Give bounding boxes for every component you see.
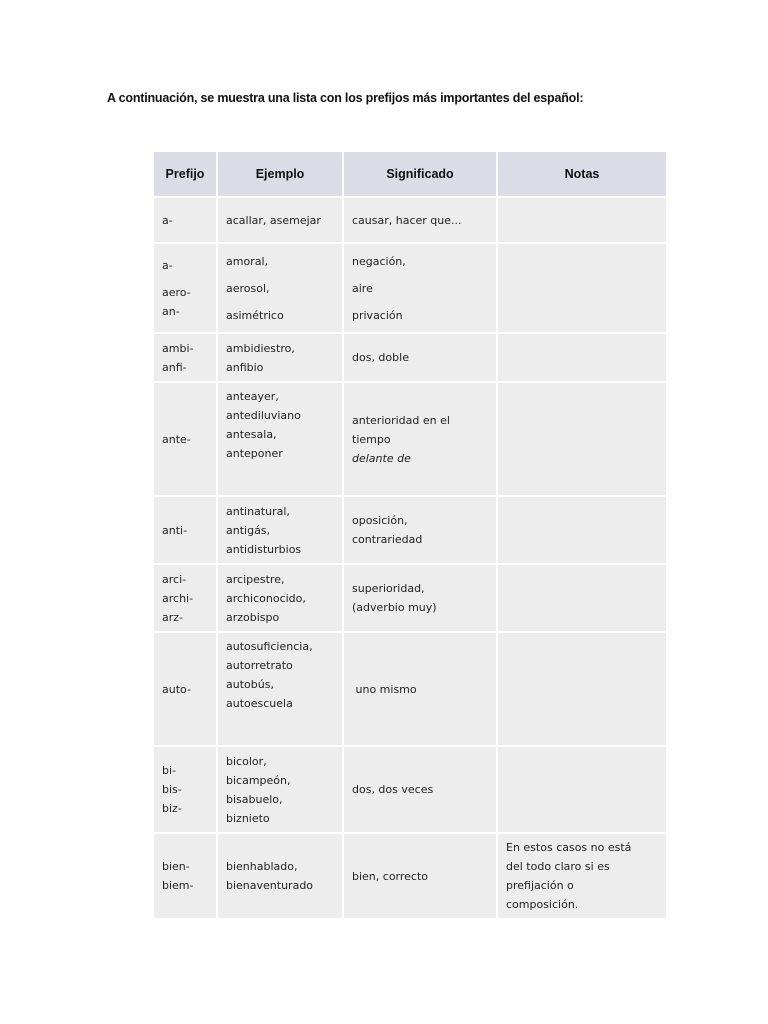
- cell-line: antigás,: [226, 523, 271, 537]
- cell-line: antidisturbios: [226, 542, 302, 556]
- cell-line: ambi-: [162, 341, 194, 355]
- cell-notas: [498, 198, 666, 242]
- cell-line: antesala,: [226, 428, 277, 441]
- cell-line: privación: [352, 308, 403, 322]
- cell-ejemplo: [218, 497, 342, 563]
- prefix-table: [152, 150, 668, 920]
- cell-prefijo: [154, 244, 216, 332]
- cell-line-italic: delante de: [352, 451, 411, 465]
- cell-line: ambidiestro,: [226, 341, 295, 355]
- cell-line: bien-: [162, 860, 190, 873]
- cell-line: arcipestre,: [226, 572, 285, 586]
- cell-ejemplo: [218, 565, 342, 631]
- header-notas: Notas: [498, 152, 666, 196]
- cell-line: acallar, asemejar: [226, 213, 321, 227]
- cell-notas: [498, 565, 666, 631]
- cell-line: antinatural,: [226, 504, 290, 518]
- cell-ejemplo: [218, 198, 342, 242]
- cell-line: autobús,: [226, 678, 274, 691]
- cell-line: biznieto: [226, 811, 270, 825]
- cell-line: En estos casos no está: [506, 841, 632, 854]
- cell-line: prefijación o: [506, 879, 574, 892]
- cell-line: a-: [162, 258, 173, 272]
- cell-line: asimétrico: [226, 308, 284, 322]
- cell-significado: [344, 383, 496, 495]
- cell-prefijo: [154, 834, 216, 918]
- cell-significado: [344, 334, 496, 381]
- cell-line: arz-: [162, 610, 184, 624]
- cell-line: a-: [162, 213, 173, 227]
- cell-ejemplo: [218, 334, 342, 381]
- cell-line: archi-: [162, 591, 194, 605]
- cell-ejemplo: [218, 383, 342, 495]
- cell-line: contrariedad: [352, 533, 423, 546]
- cell-line: aero-: [162, 285, 191, 299]
- cell-line: oposición,: [352, 514, 408, 527]
- table-row: [154, 198, 666, 242]
- cell-line: bicampeón,: [226, 773, 291, 787]
- cell-line: archiconocido,: [226, 591, 306, 605]
- cell-line: dos, doble: [352, 351, 409, 364]
- cell-prefijo: [154, 383, 216, 495]
- cell-line: ante-: [162, 432, 191, 446]
- cell-line: autoescuela: [226, 697, 293, 710]
- cell-significado: [344, 244, 496, 332]
- cell-significado: [344, 834, 496, 918]
- cell-prefijo: [154, 565, 216, 631]
- table-row: [154, 334, 666, 381]
- cell-line: aire: [352, 281, 373, 295]
- cell-line: uno mismo: [352, 682, 417, 696]
- cell-line: antediluviano: [226, 409, 301, 422]
- cell-line: arzobispo: [226, 610, 280, 624]
- cell-notas: [498, 633, 666, 745]
- cell-line: autosuficiencia,: [226, 640, 313, 653]
- cell-line: dos, dos veces: [352, 783, 434, 796]
- cell-line: anteayer,: [226, 390, 279, 403]
- table-row: [154, 383, 666, 495]
- cell-notas: [498, 497, 666, 563]
- cell-ejemplo: [218, 244, 342, 332]
- cell-line: superioridad,: [352, 582, 425, 595]
- cell-line: bienaventurado: [226, 879, 314, 892]
- cell-prefijo: [154, 198, 216, 242]
- cell-line: aerosol,: [226, 281, 270, 295]
- cell-notas: [498, 747, 666, 832]
- cell-line: bicolor,: [226, 754, 267, 768]
- table-row: [154, 834, 666, 918]
- cell-significado: [344, 497, 496, 563]
- cell-line: negación,: [352, 254, 406, 268]
- header-ejemplo: Ejemplo: [218, 152, 342, 196]
- cell-line: an-: [162, 304, 180, 318]
- cell-line: composición.: [506, 898, 579, 911]
- cell-notas: [498, 834, 666, 918]
- header-row: [154, 152, 666, 196]
- cell-prefijo: [154, 497, 216, 563]
- cell-ejemplo: [218, 747, 342, 832]
- cell-line: bisabuelo,: [226, 792, 283, 806]
- cell-significado: [344, 565, 496, 631]
- table-row: [154, 747, 666, 832]
- cell-line: bi-: [162, 764, 177, 777]
- cell-notas: [498, 334, 666, 381]
- cell-significado: [344, 633, 496, 745]
- cell-ejemplo: [218, 633, 342, 745]
- header-prefijo: Prefijo: [154, 152, 216, 196]
- cell-prefijo: [154, 334, 216, 381]
- cell-line: anti-: [162, 523, 188, 537]
- table-row: [154, 497, 666, 563]
- cell-line: anterioridad en el: [352, 413, 450, 427]
- cell-line: autorretrato: [226, 659, 293, 672]
- cell-line: anfi-: [162, 360, 187, 374]
- cell-significado: [344, 198, 496, 242]
- cell-line: auto-: [162, 682, 191, 696]
- cell-line: arci-: [162, 572, 187, 586]
- table-row: [154, 565, 666, 631]
- cell-line: tiempo: [352, 432, 391, 446]
- cell-ejemplo: [218, 834, 342, 918]
- cell-prefijo: [154, 633, 216, 745]
- cell-line: causar, hacer que...: [352, 213, 462, 227]
- intro-text: A continuación, se muestra una lista con los prefijos más importantes del español:: [107, 91, 584, 105]
- cell-line: bien, correcto: [352, 869, 429, 883]
- cell-line: anfibio: [226, 360, 264, 374]
- table-row: [154, 244, 666, 332]
- table-row: [154, 633, 666, 745]
- cell-line: amoral,: [226, 254, 269, 268]
- cell-significado: [344, 747, 496, 832]
- cell-line: (adverbio muy): [352, 601, 437, 614]
- cell-line: biz-: [162, 802, 182, 815]
- cell-line: bienhablado,: [226, 860, 298, 873]
- cell-line: biem-: [162, 879, 194, 892]
- cell-line: del todo claro si es: [506, 860, 610, 873]
- cell-notas: [498, 244, 666, 332]
- header-significado: Significado: [344, 152, 496, 196]
- cell-notas: [498, 383, 666, 495]
- cell-line: anteponer: [226, 447, 283, 460]
- cell-prefijo: [154, 747, 216, 832]
- cell-line: bis-: [162, 783, 182, 796]
